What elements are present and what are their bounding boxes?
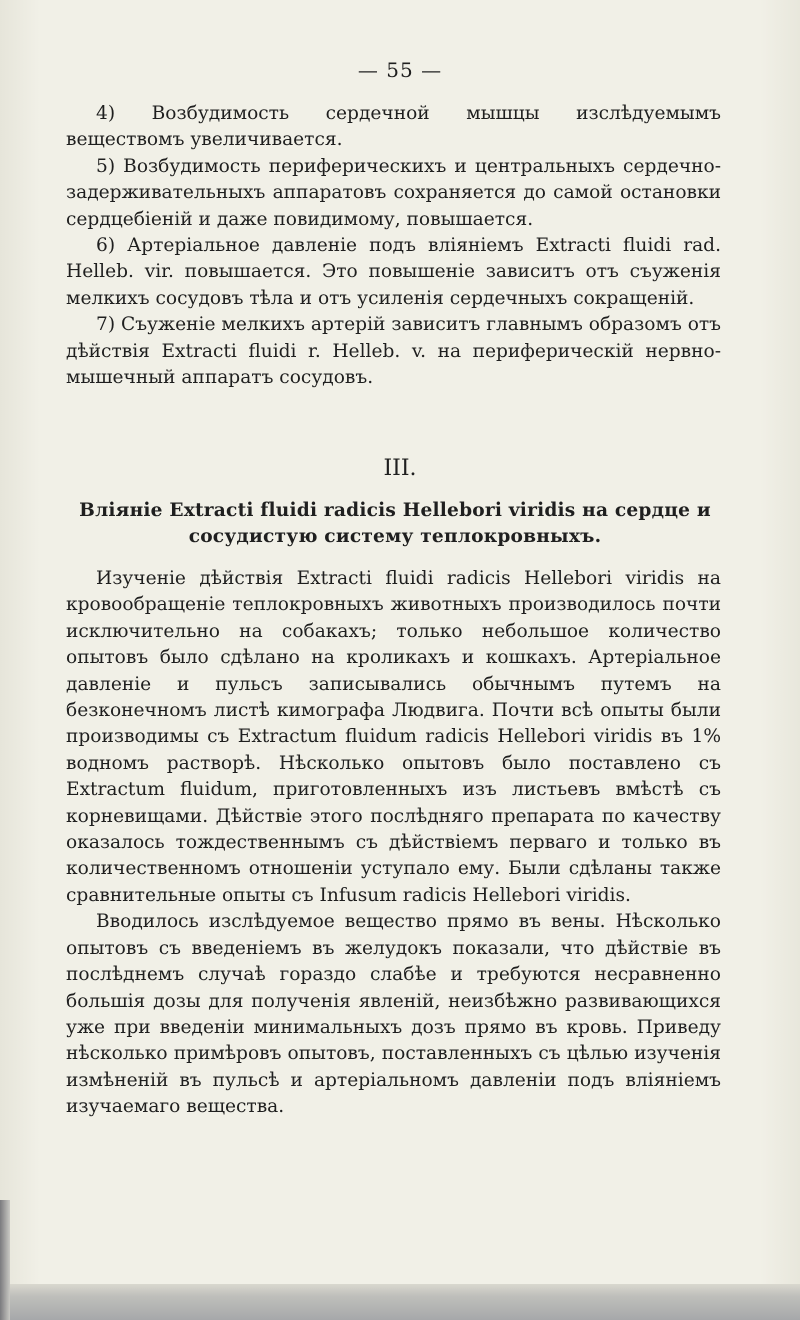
conclusion-item: 6) Артеріальное давленіе подъ вліяніемъ Extracti fluidi rad. Hellеb. vir. повышается. Это повышеніе зависитъ отъ съуженія мелкихъ сосудовъ тѣла и отъ усиленія сердечныхъ сокращеній. <box>66 235 721 309</box>
body-paragraph: Вводилось изслѣдуемое вещество прямо въ вены. Нѣсколько опытовъ съ введеніемъ въ желудокъ показали, что дѣйствіе въ послѣднемъ случаѣ гораздо слабѣе и требуются несравненно большія дозы для полученія явленій, неизбѣжно развивающихся уже при введеніи минимальныхъ дозъ прямо въ кровь. Приведу нѣсколько примѣровъ опытовъ, поставленныхъ съ цѣлью изученія измѣненій въ пульсѣ и артеріальномъ давленіи подъ вліяніемъ изучаемаго вещества. <box>66 911 721 1118</box>
body-paragraph: Изученіе дѣйствія Extracti fluidi radicis Hellebori viridis на кровообращеніе теплокровныхъ животныхъ производилось почти исключительно на собакахъ; только небольшое количество опытовъ было сдѣлано на кроликахъ и кошкахъ. Артеріальное давленіе и пульсъ записывались обычнымъ путемъ на безконечномъ листѣ кимографа Людвига. Почти всѣ опыты были производимы съ Extractum fluidum radicis Hellebori viridis въ 1% водномъ растворѣ. Нѣсколько опытовъ было поставлено съ Extractum fluidum, приготовленныхъ изъ листьевъ вмѣстѣ съ корневищами. Дѣйствіе этого послѣдняго препарата по качеству оказалось тождественнымъ съ дѣйствіемъ перваго и только въ количественномъ отношеніи уступало ему. Были сдѣланы также сравнительные опыты съ Infusum radicis Hellebori viridis. <box>66 568 721 906</box>
conclusion-item: 4) Возбудимость сердечной мышцы изслѣдуемымъ веществомъ увеличивается. <box>66 103 721 151</box>
conclusions-list <box>66 101 721 391</box>
page-bottom-edge <box>0 1284 800 1320</box>
page-left-edge <box>0 1200 10 1320</box>
section-body <box>66 566 721 1121</box>
conclusion-item: 7) Съуженіе мелкихъ артерій зависитъ главнымъ образомъ отъ дѣйствія Extracti fluidi r. Helleb. v. на периферическій нервно-мышечный аппаратъ сосудовъ. <box>66 314 721 389</box>
section-heading: Вліяніе Extracti fluidi radicis Hellebori viridis на сердце и сосудистую систему теплокровныхъ. <box>79 500 711 548</box>
conclusion-item: 5) Возбудимость периферическихъ и центральныхъ сердечно-задерживательныхъ аппаратовъ сохраняется до самой остановки сердцебіеній и даже повидимому, повышается. <box>66 155 721 230</box>
page-number: — 55 — <box>357 58 443 82</box>
section-number: III. <box>383 456 417 481</box>
